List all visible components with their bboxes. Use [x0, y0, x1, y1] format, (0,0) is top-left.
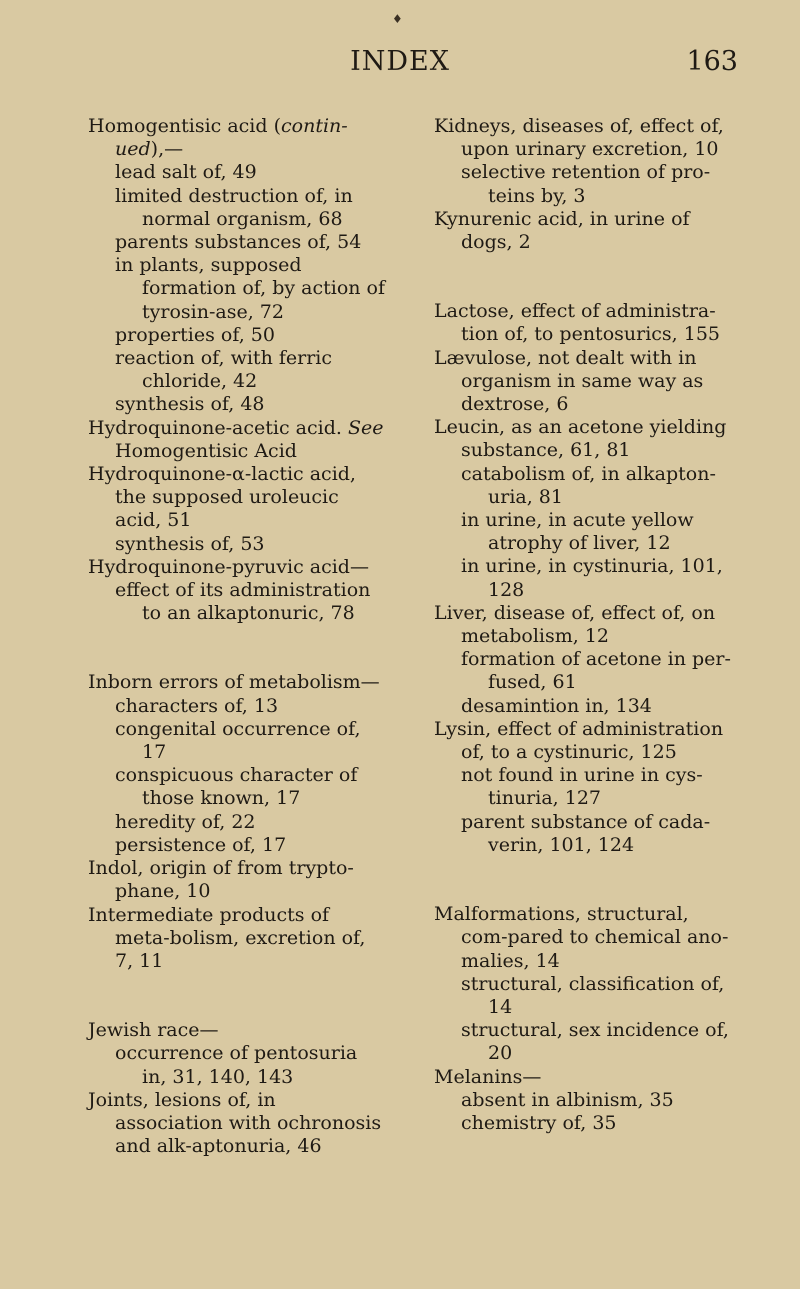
index-subentry — [88, 347, 386, 393]
index-entry-text: Malformations, structural, com-pared to chemical ano-malies, 14 — [434, 903, 729, 972]
index-subentry-text: congenital occurrence of, 17 — [115, 717, 361, 764]
index-subentry-text: catabolism of, in alkapton-uria, 81 — [461, 462, 716, 508]
index-subentry-text: effect of its administration to an alkaptonuric, 78 — [115, 579, 371, 625]
index-column-left — [88, 115, 386, 1158]
index-subentry-text: reaction of, with ferric chloride, 42 — [115, 347, 333, 393]
index-subentry-text: absent in albinism, 35 — [461, 1088, 674, 1111]
index-subentry — [434, 1112, 732, 1135]
index-entry-text: Joints, lesions of, in association with ochronosis and alk-aptonuria, 46 — [88, 1088, 382, 1158]
index-subentry-text: properties of, 50 — [115, 323, 275, 346]
index-subentry — [88, 764, 386, 810]
entry-gap — [434, 857, 732, 903]
index-subentry — [434, 1019, 732, 1065]
index-subentry — [434, 555, 732, 601]
entry-gap — [434, 254, 732, 300]
index-entry-text: Indol, origin of from trypto-phane, 10 — [88, 857, 354, 903]
index-entry-text: Intermediate products of meta-bolism, excretion of, 7, 11 — [88, 903, 366, 972]
index-subentry — [88, 811, 386, 834]
index-subentry — [88, 695, 386, 718]
index-subentry — [434, 463, 732, 509]
index-subentry-text: lead salt of, 49 — [115, 161, 257, 184]
index-entry — [88, 463, 386, 533]
index-entry-text: Hydroquinone-pyruvic acid— — [88, 555, 369, 578]
index-entry — [434, 347, 732, 417]
index-subentry — [434, 648, 732, 694]
entry-gap — [88, 625, 386, 671]
index-entry-text: Jewish race— — [88, 1019, 219, 1042]
index-entry — [434, 903, 732, 973]
index-entry — [88, 556, 386, 579]
index-entry-text: Homogentisic Acid — [115, 439, 297, 462]
index-subentry-text: in urine, in cystinuria, 101, 128 — [461, 555, 723, 601]
index-subentry — [88, 718, 386, 764]
index-entry-text: ),— — [150, 138, 184, 161]
index-entry-text: Lactose, effect of administra-tion of, to pentosurics, 155 — [434, 300, 721, 346]
index-subentry — [434, 695, 732, 718]
index-column-right — [434, 115, 732, 1135]
index-subentry — [88, 324, 386, 347]
index-entry — [88, 115, 386, 161]
index-entry-text: Lysin, effect of administration of, to a cystinuric, 125 — [434, 717, 724, 764]
index-subentry-text: in urine, in acute yellow atrophy of liver, 12 — [461, 509, 694, 555]
index-subentry — [434, 509, 732, 555]
index-subentry-text: synthesis of, 53 — [115, 532, 265, 555]
index-subentry — [88, 533, 386, 556]
index-subentry-text: occurrence of pentosuria in, 31, 140, 143 — [115, 1042, 358, 1088]
index-entry — [88, 671, 386, 694]
index-subentry-text: in plants, supposed formation of, by action of tyrosin-ase, 72 — [115, 254, 386, 323]
index-entry — [434, 602, 732, 648]
index-subentry-text: heredity of, 22 — [115, 810, 256, 833]
index-subentry-text: formation of acetone in per-fused, 61 — [461, 648, 731, 694]
index-subentry — [88, 579, 386, 625]
index-subentry-text: conspicuous character of those known, 17 — [115, 764, 358, 810]
index-subentry-text: chemistry of, 35 — [461, 1111, 617, 1134]
index-subentry — [434, 811, 732, 857]
index-subentry-text: structural, sex incidence of, 20 — [461, 1019, 729, 1065]
page-ornament: ♦ — [392, 12, 403, 26]
running-title: INDEX — [350, 46, 450, 77]
index-entry — [434, 1066, 732, 1089]
index-subentry-text: parent substance of cada-verin, 101, 124 — [461, 810, 711, 856]
index-entry-text: Kynurenic acid, in urine of dogs, 2 — [434, 207, 690, 254]
index-subentry — [88, 161, 386, 184]
index-entry — [434, 416, 732, 462]
index-entry-text: Homogentisic acid ( — [88, 115, 281, 137]
index-entry — [88, 1089, 386, 1159]
running-header — [0, 46, 800, 96]
index-subentry-text: characters of, 13 — [115, 694, 279, 717]
index-subentry — [88, 231, 386, 254]
index-entry — [88, 904, 386, 974]
index-entry — [434, 115, 732, 161]
index-entry-text: See — [347, 416, 384, 439]
index-subentry-text: parents substances of, 54 — [115, 231, 362, 254]
index-entry — [434, 300, 732, 346]
index-subentry-text: synthesis of, 48 — [115, 393, 265, 416]
index-entry-text: contin-ued — [115, 115, 348, 161]
entry-gap — [88, 973, 386, 1019]
index-entry — [88, 857, 386, 903]
index-entry — [88, 417, 386, 463]
index-entry — [434, 718, 732, 764]
index-subentry — [88, 834, 386, 857]
index-subentry — [88, 393, 386, 416]
index-subentry — [88, 185, 386, 231]
index-subentry-text: limited destruction of, in normal organism, 68 — [115, 184, 353, 230]
index-subentry-text: selective retention of pro-teins by, 3 — [461, 161, 711, 207]
index-entry-text: Inborn errors of metabolism— — [88, 671, 380, 694]
index-entry-text: Melanins— — [434, 1065, 542, 1088]
index-entry-text: Liver, disease of, effect of, on metabolism, 12 — [434, 601, 716, 648]
index-entry-text: Hydroquinone-acetic acid. — [88, 416, 348, 439]
index-subentry-text: desamintion in, 134 — [461, 694, 652, 717]
index-subentry — [434, 161, 732, 207]
index-entry-text: Hydroquinone-α-lactic acid, the supposed uroleucic acid, 51 — [88, 463, 356, 532]
page-number: 163 — [686, 46, 738, 77]
index-subentry — [434, 1089, 732, 1112]
index-entry — [434, 208, 732, 254]
index-subentry-text: persistence of, 17 — [115, 833, 287, 856]
index-subentry — [434, 973, 732, 1019]
index-subentry — [88, 254, 386, 324]
index-subentry — [88, 1042, 386, 1088]
index-subentry-text: structural, classification of, 14 — [461, 972, 725, 1018]
index-subentry — [434, 764, 732, 810]
index-entry-text: Leucin, as an acetone yielding substance, 61, 81 — [434, 416, 727, 462]
index-entry-text: Lævulose, not dealt with in organism in same way as dextrose, 6 — [434, 346, 704, 416]
index-entry — [88, 1019, 386, 1042]
index-entry-text: Kidneys, diseases of, effect of, upon urinary excretion, 10 — [434, 115, 724, 161]
index-subentry-text: not found in urine in cys-tinuria, 127 — [461, 764, 703, 810]
